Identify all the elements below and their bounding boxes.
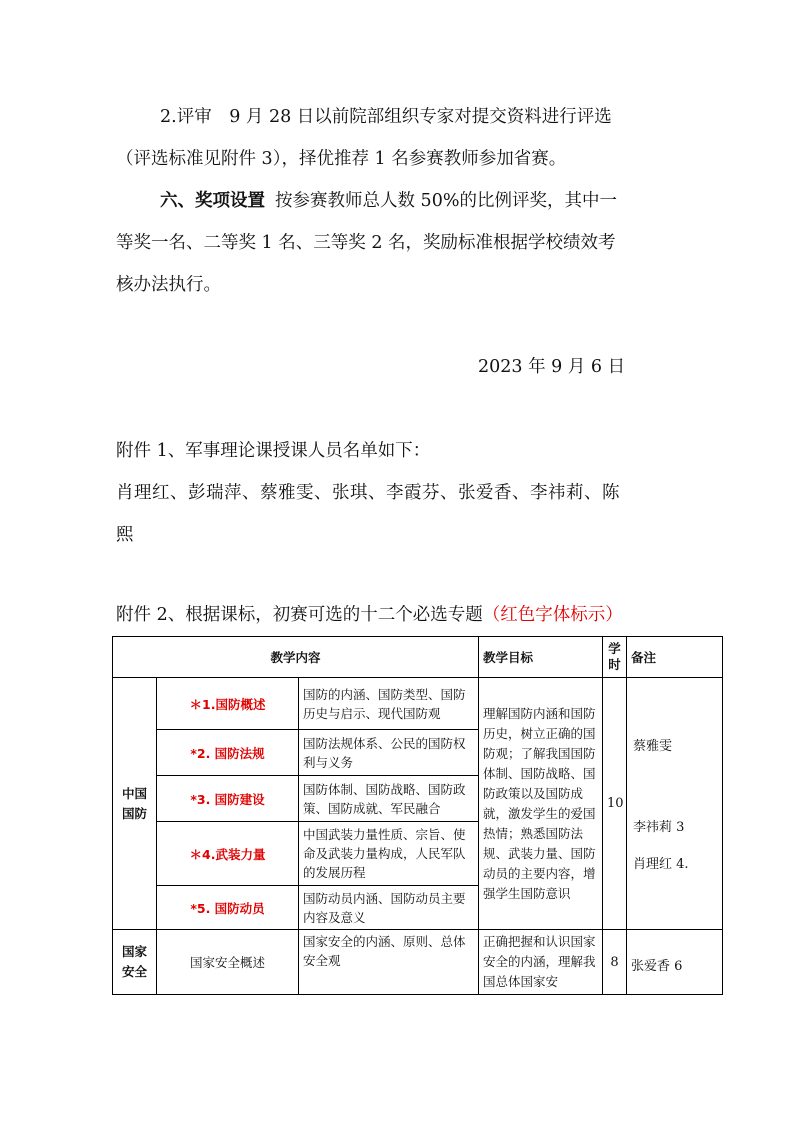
desc-cell: 国防体制、国防战略、国防政策、国防成就、军民融合 <box>299 776 479 822</box>
attachment1-title: 附件 1、军事理论课授课人员名单如下： <box>116 441 431 461</box>
category-national-defense: 中国国防 <box>113 678 157 930</box>
header-hours: 学时 <box>603 637 627 678</box>
header-content: 教学内容 <box>113 637 479 678</box>
desc-cell: 国防动员内涵、国防动员主要内容及意义 <box>299 886 479 930</box>
awards-heading: 六、奖项设置 <box>160 191 265 211</box>
awards-paragraph-line1 <box>160 190 725 212</box>
topic-cell: *3. 国防建设 <box>157 776 299 822</box>
attachment1-names-line2: 熙 <box>116 525 134 545</box>
awards-paragraph-line2: 等奖一名、二等奖 1 名、三等奖 2 名，奖励标准根据学校绩效考 <box>116 233 616 253</box>
desc-cell: 国防的内涵、国防类型、国防历史与启示、现代国防观 <box>299 678 479 730</box>
topic-cell: *5. 国防动员 <box>157 886 299 930</box>
topic-cell: ＊4.武装力量 <box>157 822 299 886</box>
topic-cell: ＊1.国防概述 <box>157 678 299 730</box>
review-paragraph-line1: 2.评审 9 月 28 日以前院部组织专家对提交资料进行评选 <box>160 107 612 127</box>
header-goal: 教学目标 <box>479 637 603 678</box>
category-national-security: 国家安全 <box>113 930 157 995</box>
topic-cell: 国家安全概述 <box>157 930 299 995</box>
awards-text: 按参赛教师总人数 50%的比例评奖，其中一 <box>275 191 617 211</box>
remark-line-2: 李祎莉 3 <box>633 820 685 835</box>
attachment2-red-note: （红色字体标示） <box>482 605 623 625</box>
goal-cell: 理解国防内涵和国防历史，树立正确的国防观；了解我国国防体制、国防战略、国防政策以及国防成就，激发学生的爱国热情；熟悉国防法规、武装力量、国防动员的主要内容，增强学生国防意识 <box>479 678 603 930</box>
attachment2-title <box>116 604 681 626</box>
remark-cell <box>627 678 723 930</box>
header-remark: 备注 <box>627 637 723 678</box>
table-row <box>113 678 723 730</box>
attachment2-title-text: 附件 2、根据课标，初赛可选的十二个必选专题 <box>116 605 483 625</box>
hours-cell: 8 <box>603 930 627 995</box>
desc-cell: 国家安全的内涵、原则、总体安全观 <box>299 930 479 995</box>
desc-cell: 国防法规体系、公民的国防权利与义务 <box>299 730 479 776</box>
goal-cell: 正确把握和认识国家安全的内涵，理解我国总体国家安 <box>479 930 603 995</box>
table-row <box>113 930 723 995</box>
remark-line-1: 蔡雅雯 <box>633 739 673 754</box>
topics-table <box>112 636 723 995</box>
remark-cell: 张爱香 6 <box>627 930 723 995</box>
awards-paragraph-line3: 核办法执行。 <box>116 275 221 295</box>
topic-cell: *2. 国防法规 <box>157 730 299 776</box>
remark-line-3: 肖理红 4. <box>633 857 689 872</box>
desc-cell: 中国武装力量性质、宗旨、使命及武装力量构成，人民军队的发展历程 <box>299 822 479 886</box>
attachment1-names-line1: 肖理红、彭瑞萍、蔡雅雯、张琪、李霞芬、张爱香、李祎莉、陈 <box>116 483 620 503</box>
document-date: 2023 年 9 月 6 日 <box>478 357 626 377</box>
table-header-row <box>113 637 723 678</box>
review-paragraph-line2: （评选标准见附件 3），择优推荐 1 名参赛教师参加省赛。 <box>116 149 567 169</box>
hours-cell: 10 <box>603 678 627 930</box>
